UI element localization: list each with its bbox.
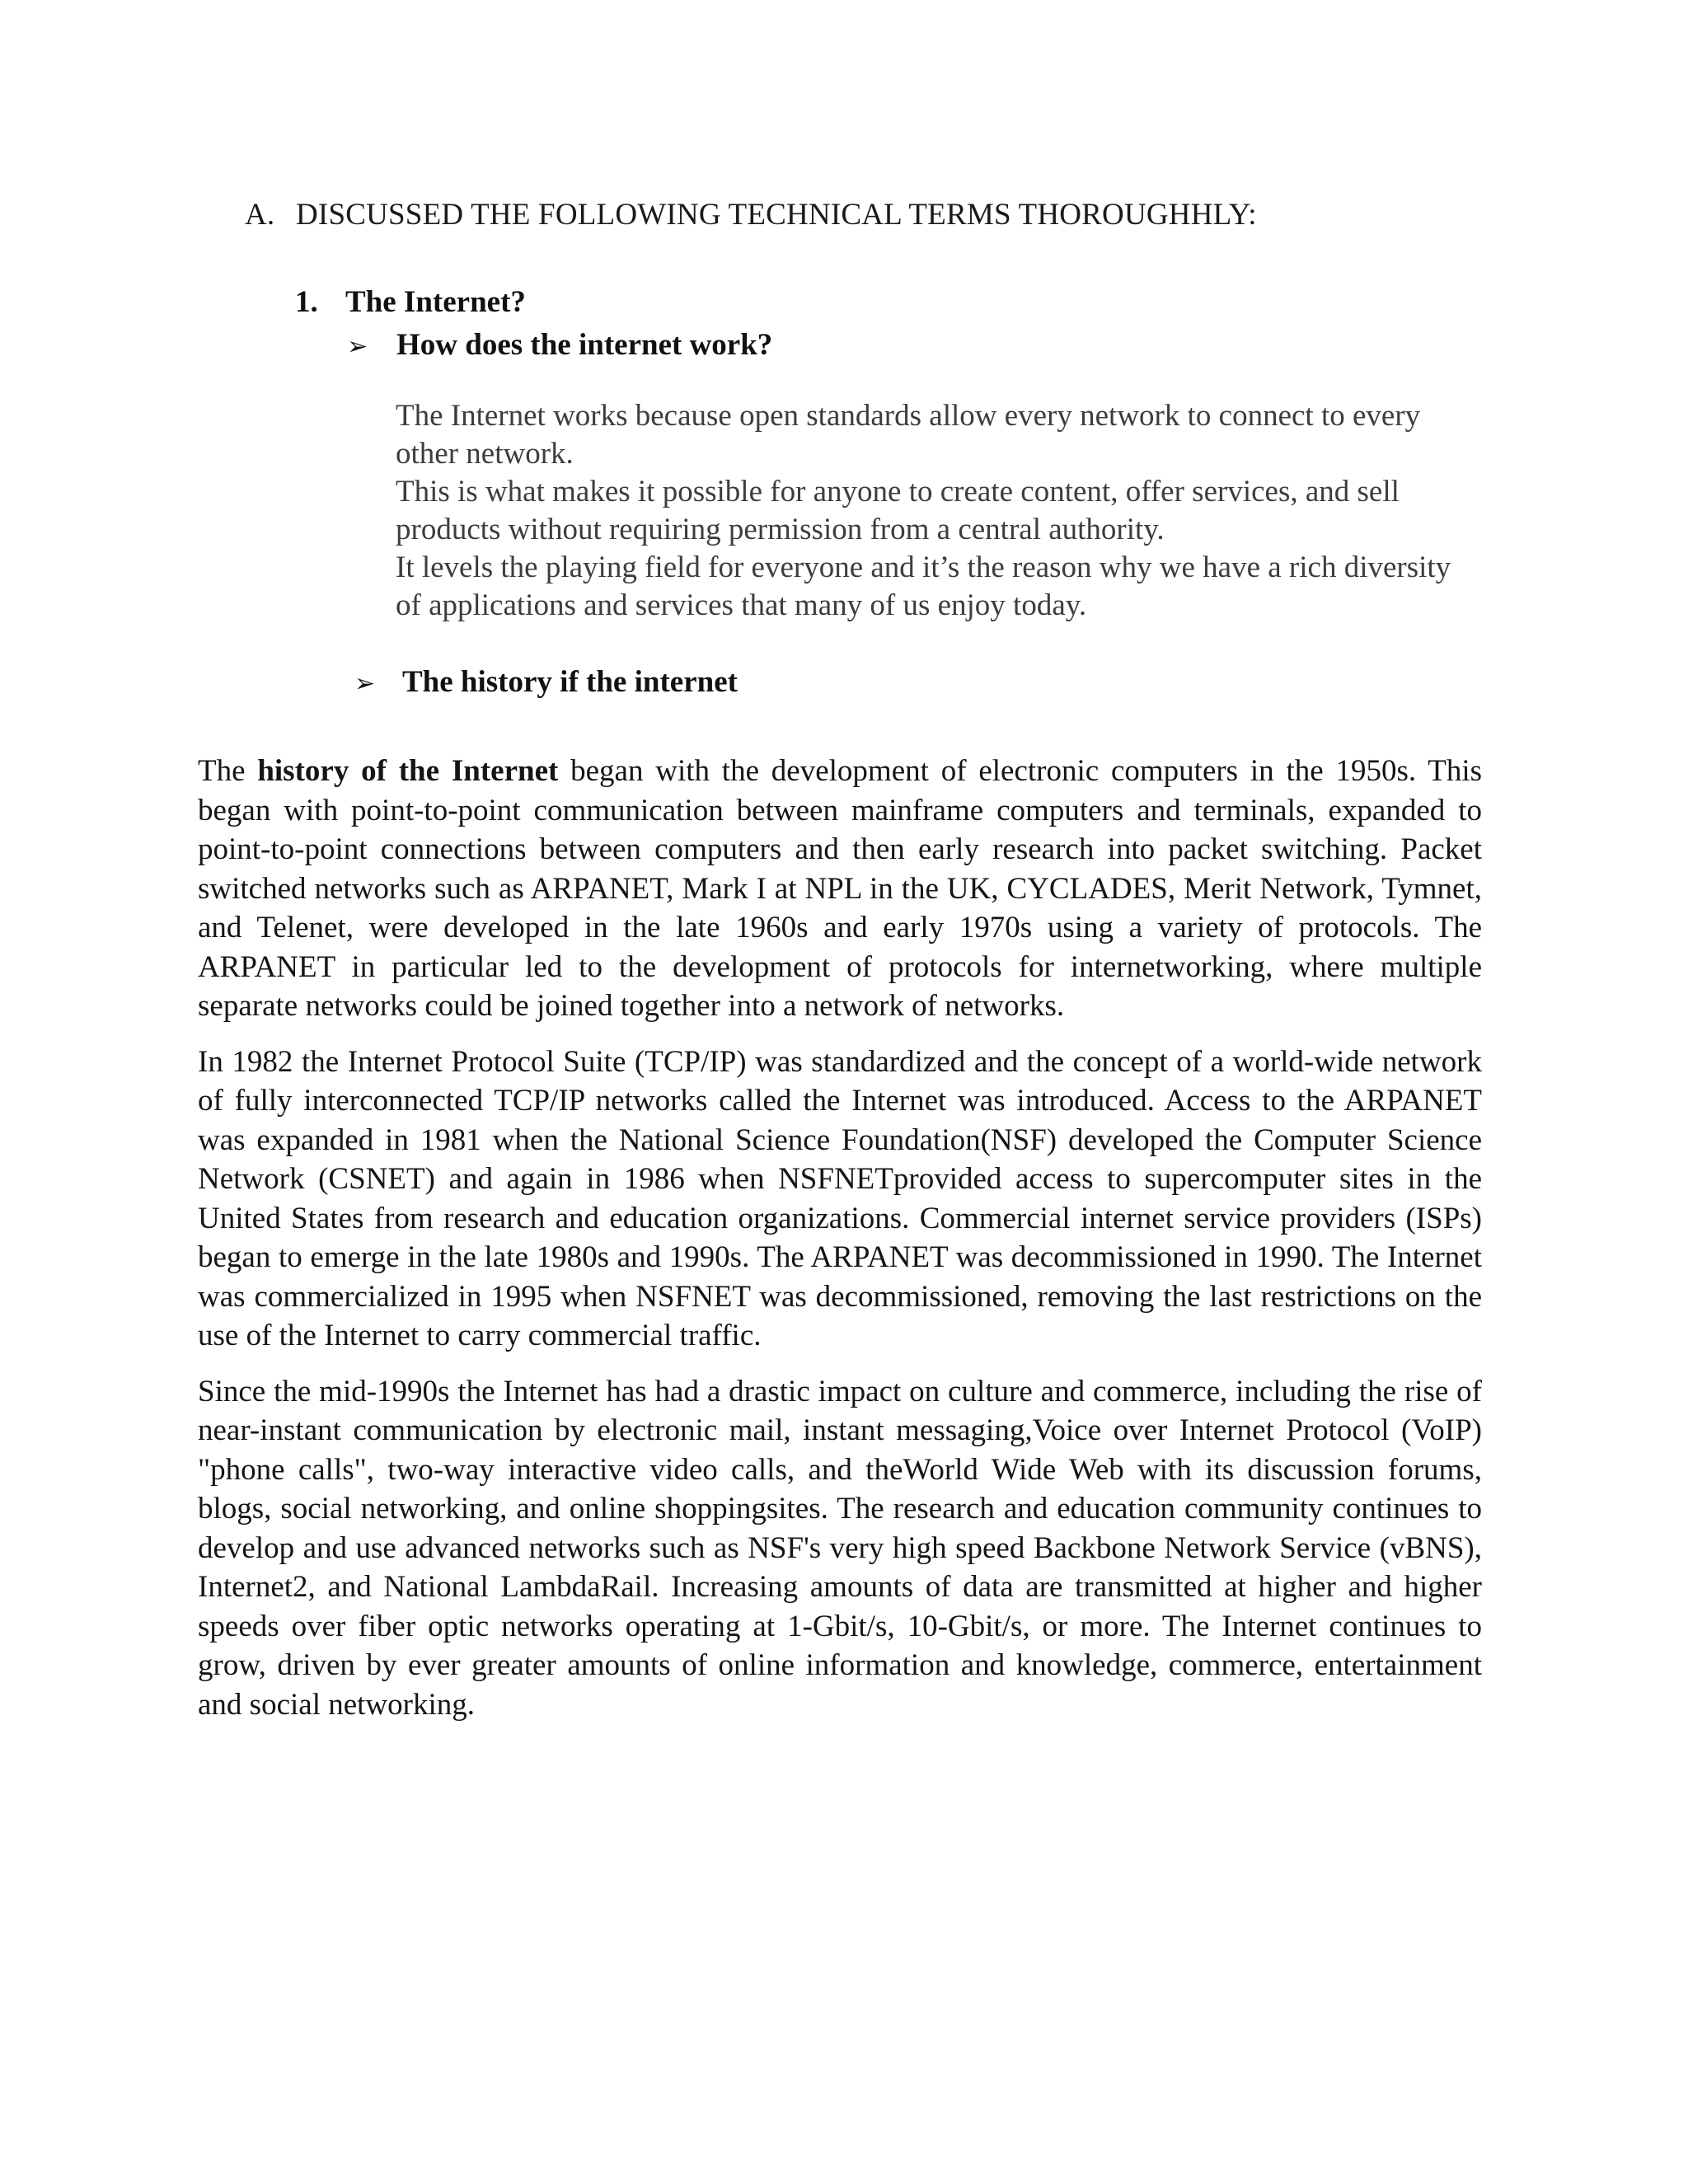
section-a-marker: A.: [245, 198, 275, 232]
section-a-title: DISCUSSED THE FOLLOWING TECHNICAL TERMS THOROUGHHLY:: [296, 198, 1257, 232]
section-a-heading: [245, 194, 1257, 236]
arrow-bullet-icon: ➢: [354, 669, 376, 698]
bullet-history: [354, 662, 738, 705]
history-p1-rest: began with the development of electronic computers in the 1950s. This began with point-to-point communication between mainframe computers and terminals, expanded to point-to-point connections between computers and then early research into packet switching. Packet switched networks such as ARPANET, Mark I at NPL in the UK, CYCLADES, Merit Network, Tymnet, and Telenet, were developed in the late 1960s and early 1970s using a variety of protocols. The ARPANET in particular led to the development of protocols for internetworking, where multiple separate networks could be joined together into a network of networks.: [198, 754, 1482, 1023]
item-1-number: 1.: [295, 285, 318, 319]
bullet-how-it-works-label: How does the internet work?: [396, 328, 773, 362]
history-paragraph-1: [198, 752, 1482, 1026]
history-paragraph-3: Since the mid-1990s the Internet has had a drastic impact on culture and commerce, including the rise of near-instant communication by electronic mail, instant messaging,Voice over Internet Protocol (VoIP) "phone calls", two-way interactive video calls, and theWorld Wide Web with its discussion forums, blogs, social networking, and online shoppingsites. The research and education community continues to develop and use advanced networks such as NSF's very high speed Backbone Network Service (vBNS), Internet2, and National LambdaRail. Increasing amounts of data are transmitted at higher and higher speeds over fiber optic networks operating at 1-Gbit/s, 10-Gbit/s, or more. The Internet continues to grow, driven by ever greater amounts of online information and knowledge, commerce, entertainment and social networking.: [198, 1374, 1482, 1722]
history-p1-bold: history of the Internet: [257, 754, 559, 788]
bullet-history-label: The history if the internet: [402, 665, 738, 699]
how-it-works-line: The Internet works because open standards allow every network to connect to every other network.: [396, 399, 1421, 471]
how-it-works-line: This is what makes it possible for anyone to create content, offer services, and sell products without requiring permission from a central authority.: [396, 475, 1400, 546]
bullet-how-it-works: [347, 325, 772, 368]
how-it-works-line: It levels the playing field for everyone and it’s the reason why we have a rich diversity of applications and services that many of us enjoy today.: [396, 551, 1451, 622]
how-it-works-text: [396, 397, 1484, 625]
history-p1-intro: The: [198, 754, 258, 788]
item-1-title: The Internet?: [345, 285, 526, 319]
history-body: [198, 752, 1482, 1741]
arrow-bullet-icon: ➢: [347, 332, 368, 361]
history-paragraph-2: In 1982 the Internet Protocol Suite (TCP/IP) was standardized and the concept of a world-wide network of fully interconnected TCP/IP networks called the Internet was introduced. Access to the ARPANET was expanded in 1981 when the National Science Foundation(NSF) developed the Computer Science Network (CSNET) and again in 1986 when NSFNETprovided access to supercomputer sites in the United States from research and education organizations. Commercial internet service providers (ISPs) began to emerge in the late 1980s and 1990s. The ARPANET was decommissioned in 1990. The Internet was commercialized in 1995 when NSFNET was decommissioned, removing the last restrictions on the use of the Internet to carry commercial traffic.: [198, 1044, 1482, 1352]
item-1-heading: [295, 282, 526, 323]
